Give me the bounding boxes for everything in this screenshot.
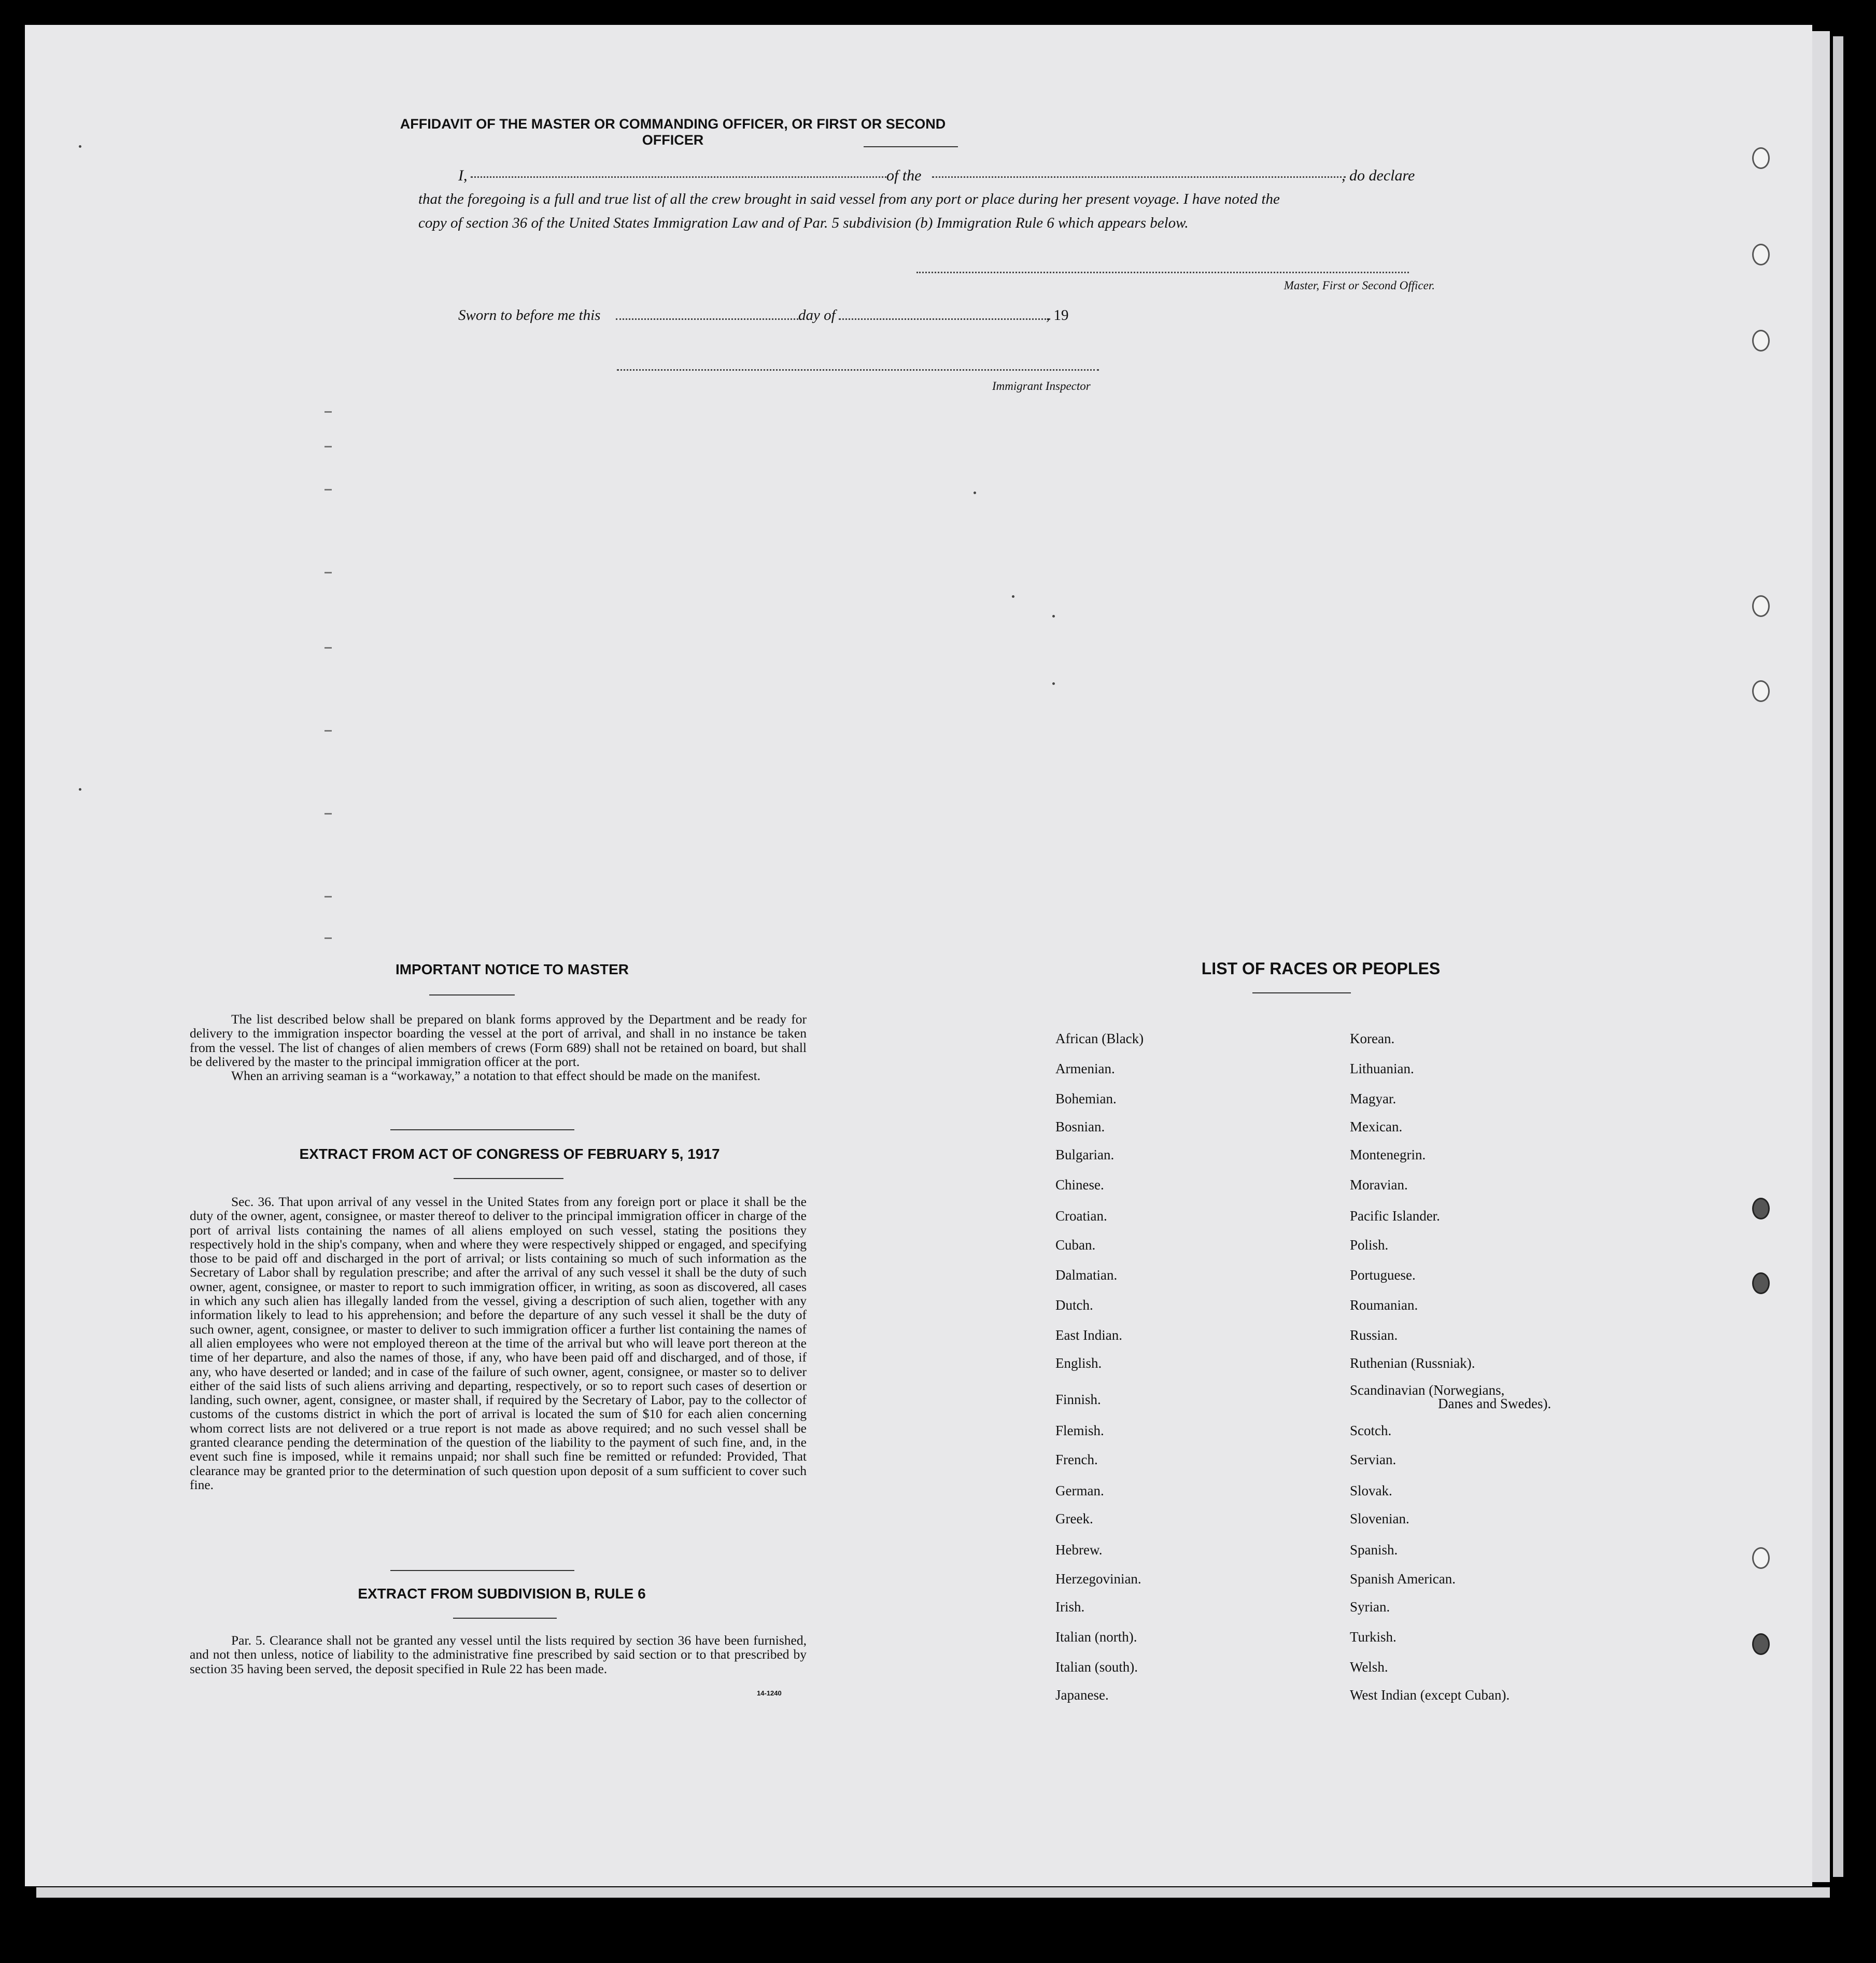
master-caption: Master, First or Second Officer. <box>1283 279 1435 292</box>
paper-speck <box>79 788 81 791</box>
race-item: Roumanian. <box>1350 1297 1418 1313</box>
year-label: , 19 <box>1046 307 1069 324</box>
race-item: Bohemian. <box>1055 1091 1117 1106</box>
race-item: Bulgarian. <box>1055 1147 1115 1162</box>
notice-title: IMPORTANT NOTICE TO MASTER <box>395 961 629 977</box>
sworn-day-field[interactable] <box>616 318 814 320</box>
race-item: Pacific Islander. <box>1350 1208 1440 1224</box>
act-underline <box>454 1178 563 1179</box>
binder-hole <box>1752 1198 1770 1219</box>
binder-hole <box>1752 330 1770 352</box>
race-item: English. <box>1055 1355 1102 1371</box>
form-number: 14-1240 <box>757 1689 782 1697</box>
races-title: LIST OF RACES OR PEOPLES <box>1201 959 1441 978</box>
master-signature-line[interactable] <box>916 272 1409 273</box>
race-item: Croatian. <box>1055 1208 1107 1224</box>
sworn-month-field[interactable] <box>839 318 1050 320</box>
race-item: French. <box>1055 1452 1098 1467</box>
race-item: Hebrew. <box>1055 1542 1103 1558</box>
binder-hole <box>1752 1547 1770 1569</box>
race-item: Japanese. <box>1055 1687 1109 1703</box>
paper-speck <box>974 492 976 494</box>
race-item: Portuguese. <box>1350 1267 1416 1283</box>
section-divider <box>390 1570 574 1571</box>
underlying-sheet-bottom <box>36 1887 1830 1898</box>
race-item: Turkish. <box>1350 1629 1397 1645</box>
race-item: African (Black) <box>1055 1031 1144 1046</box>
margin-tick <box>325 730 332 732</box>
inspector-signature-line[interactable] <box>617 369 1099 371</box>
races-underline <box>1252 992 1351 993</box>
margin-tick <box>325 647 332 649</box>
race-item: Russian. <box>1350 1327 1398 1343</box>
notice-text <box>190 1012 807 1083</box>
race-item: Slovak. <box>1350 1483 1392 1498</box>
affidavit-of-the: of the <box>886 167 922 184</box>
binder-hole <box>1752 1633 1770 1655</box>
margin-tick <box>325 446 332 447</box>
notice-paragraph-1: The list described below shall be prepared on blank forms approved by the Department and be ready for delivery to the immigration inspector boarding the vessel at the port of arrival, and shall in no instance be taken from the vessel. The list of changes of alien members of crews (Form 689) shall not be retained on board, but shall be delivered by the master to the principal immigration officer at the port. <box>190 1012 807 1069</box>
affidavit-i-label: I, <box>458 167 468 184</box>
notice-paragraph-2: When an arriving seaman is a “workaway,” a notation to that effect should be made on the manifest. <box>231 1068 761 1084</box>
title-underline <box>864 146 958 147</box>
inspector-caption: Immigrant Inspector <box>992 380 1091 392</box>
race-item: Dalmatian. <box>1055 1267 1118 1283</box>
race-item: Chinese. <box>1055 1177 1104 1193</box>
race-item: East Indian. <box>1055 1327 1122 1343</box>
manifest-page <box>25 25 1812 1886</box>
paper-speck <box>1012 595 1014 598</box>
binder-hole <box>1752 244 1770 265</box>
race-item: Spanish. <box>1350 1542 1398 1558</box>
race-item: Welsh. <box>1350 1659 1388 1675</box>
binder-hole <box>1752 680 1770 702</box>
race-item: Bosnian. <box>1055 1119 1105 1134</box>
race-item: Greek. <box>1055 1511 1093 1526</box>
race-item: Flemish. <box>1055 1423 1104 1438</box>
race-item: Herzegovinian. <box>1055 1571 1141 1587</box>
rule6-underline <box>453 1618 557 1619</box>
margin-tick <box>325 813 332 815</box>
margin-tick <box>325 411 332 413</box>
vessel-field[interactable] <box>932 176 1346 178</box>
rule6-text: Par. 5. Clearance shall not be granted any vessel until the lists required by section 36 have been furnished, and not then unless, notice of liability to the administrative fine prescribed by said section or to that prescribed by section 35 having been served, the deposit specified in Rule 22 has been made. <box>190 1633 807 1676</box>
underlying-sheet-edge <box>1812 31 1830 1882</box>
affidavit-line-2: that the foregoing is a full and true list of all the crew brought in said vessel from any port or place during her present voyage. I have noted the <box>418 191 1280 207</box>
race-item: Irish. <box>1055 1599 1085 1615</box>
race-item: Italian (south). <box>1055 1659 1138 1675</box>
affidavit-do-declare: , do declare <box>1342 167 1415 184</box>
race-item: Dutch. <box>1055 1297 1093 1313</box>
race-item: Scandinavian (Norwegians, <box>1350 1382 1505 1398</box>
margin-tick <box>325 572 332 573</box>
paper-speck <box>1052 615 1055 618</box>
act-text: Sec. 36. That upon arrival of any vessel in the United States from any foreign port or place it shall be the duty of the owner, agent, consignee, or master thereof to deliver to the principal immigration officer in charge of the port of arrival lists containing the names of all aliens employed on such vessel, stating the positions they respectively hold in the ship's company, when and where they were respectively shipped or engaged, and specifying those to be paid off and discharged in the port of arrival; or lists containing so much of such information as the Secretary of Labor shall by regulation prescribe; and after the arrival of any such vessel it shall be the duty of such owner, agent, consignee, or master to report to such immigration officer, in writing, as soon as discovered, all cases in which any such alien has illegally landed from the vessel, giving a description of such alien, together with any information likely to lead to his apprehension; and before the departure of any such vessel it shall be the duty of such owner, agent, consignee, or master to deliver to such immigration officer a further list containing the names of all alien employees who were not employed thereon at the time of the arrival but who will leave port thereon at the time of her departure, and also the names of those, if any, who have been paid off and discharged, and of those, if any, who have deserted or landed; and in case of the failure of such owner, agent, consignee, or master so to deliver either of the said lists of such aliens arriving and departing, respectively, or so to report such cases of desertion or landing, such owner, agent, consignee, or master shall, if required by the Secretary of Labor, pay to the collector of customs of the customs district in which the port of arrival is located the sum of $10 for each alien concerning whom correct lists are not delivered or a true report is not made as above required; and no such vessel shall be granted clearance pending the determination of the question of the liability to the payment of such fine, and, in the event such fine is imposed, while it remains unpaid; nor shall such fine be remitted or refunded: Provided, That clearance may be granted prior to the determination of such question upon deposit of a sum sufficient to cover such fine. <box>190 1194 807 1492</box>
margin-tick <box>325 896 332 898</box>
race-item: Moravian. <box>1350 1177 1408 1193</box>
race-item: Ruthenian (Russniak). <box>1350 1355 1475 1371</box>
race-item: Magyar. <box>1350 1091 1397 1106</box>
sworn-label: Sworn to before me this <box>458 307 601 324</box>
notice-underline <box>429 994 515 995</box>
paper-speck <box>1052 682 1055 685</box>
act-title: EXTRACT FROM ACT OF CONGRESS OF FEBRUARY 5, 1917 <box>299 1146 720 1162</box>
binder-hole <box>1752 147 1770 169</box>
race-item: Cuban. <box>1055 1237 1096 1253</box>
day-of-label: day of <box>798 307 836 324</box>
race-item: Polish. <box>1350 1237 1389 1253</box>
race-item: German. <box>1055 1483 1104 1498</box>
race-item: Spanish American. <box>1350 1571 1456 1587</box>
binder-hole <box>1752 1272 1770 1294</box>
race-item: Korean. <box>1350 1031 1395 1046</box>
race-item: Armenian. <box>1055 1061 1115 1076</box>
affidavit-line-3: copy of section 36 of the United States Immigration Law and of Par. 5 subdivision (b) Immigration Rule 6 which appears below. <box>418 215 1189 231</box>
section-divider <box>390 1129 574 1130</box>
race-item: Syrian. <box>1350 1599 1390 1615</box>
race-item: Mexican. <box>1350 1119 1403 1134</box>
paper-speck <box>79 145 81 148</box>
rule6-title: EXTRACT FROM SUBDIVISION B, RULE 6 <box>358 1586 646 1602</box>
margin-tick <box>325 937 332 939</box>
underlying-sheet-edge <box>1833 36 1843 1877</box>
margin-tick <box>325 489 332 490</box>
affidavit-title: AFFIDAVIT OF THE MASTER OR COMMANDING OFFICER, OR FIRST OR SECOND OFFICER <box>400 116 946 148</box>
race-item: Scotch. <box>1350 1423 1392 1438</box>
race-item: Montenegrin. <box>1350 1147 1426 1162</box>
name-field[interactable] <box>471 176 912 178</box>
binder-hole <box>1752 595 1770 617</box>
race-item: Servian. <box>1350 1452 1397 1467</box>
race-item: Lithuanian. <box>1350 1061 1414 1076</box>
race-item: Danes and Swedes). <box>1438 1396 1551 1411</box>
race-item: Slovenian. <box>1350 1511 1409 1526</box>
race-item: Italian (north). <box>1055 1629 1137 1645</box>
race-item: West Indian (except Cuban). <box>1350 1687 1510 1703</box>
race-item: Finnish. <box>1055 1392 1101 1407</box>
